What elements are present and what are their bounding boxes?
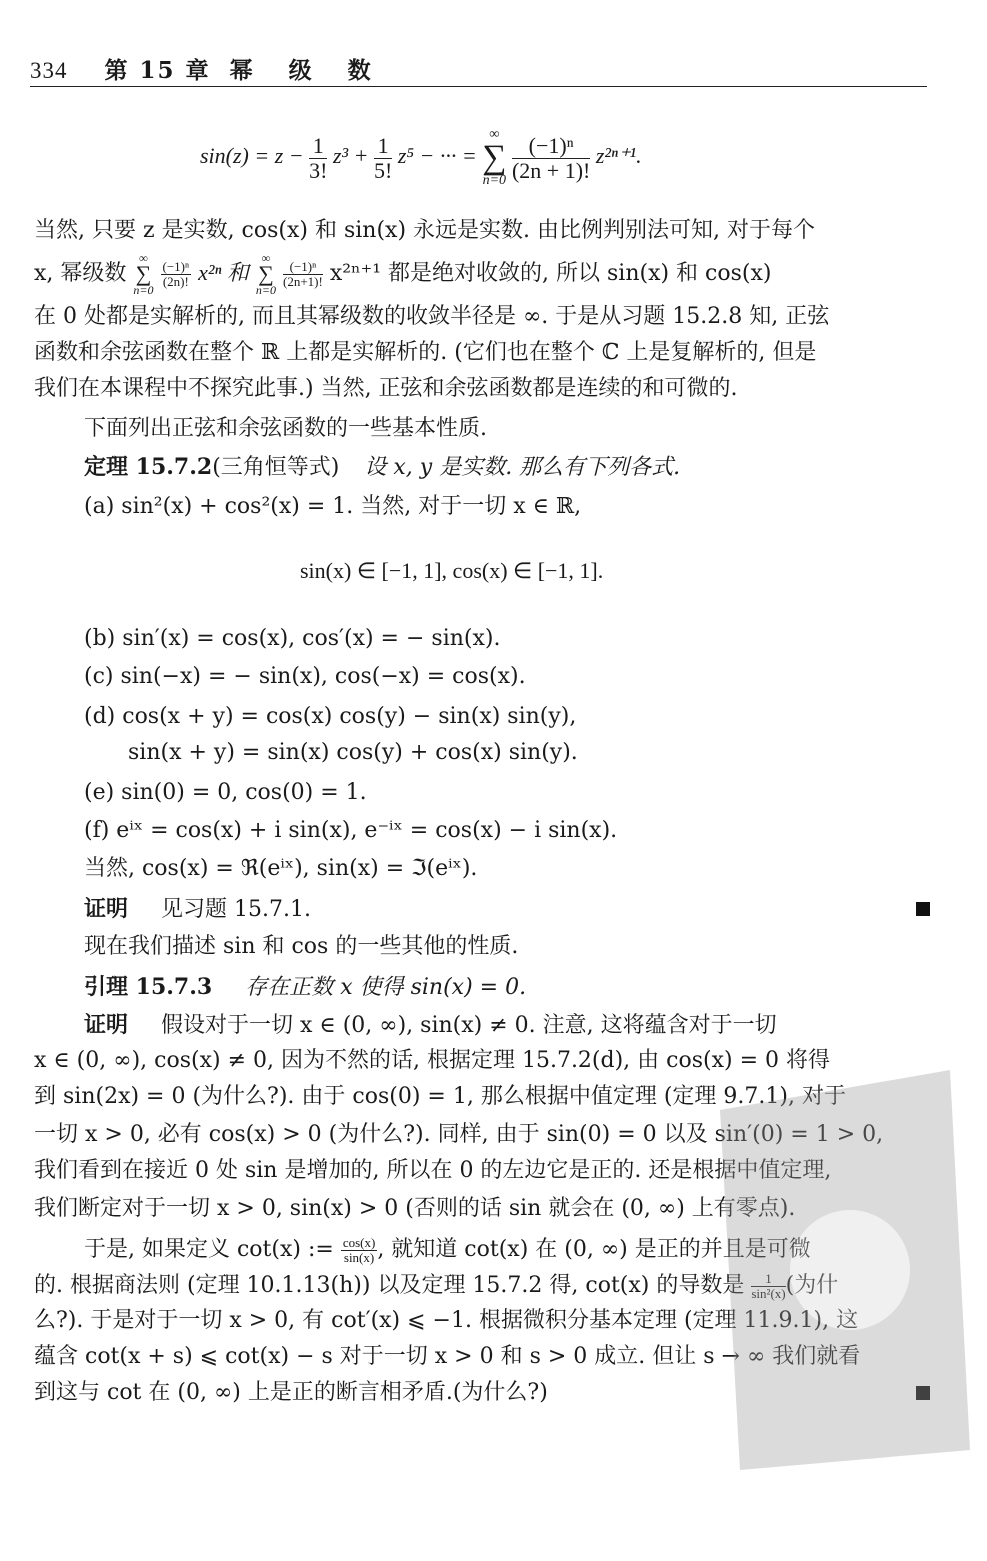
para1-line5: 我们在本课程中不探究此事.) 当然, 正弦和余弦函数都是连续的和可微的. <box>34 376 738 401</box>
sine-series-formula <box>200 128 642 188</box>
page-number: 334 <box>30 58 68 83</box>
proof1-line <box>84 894 929 924</box>
chapter-title: 幂 级 数 <box>229 57 385 84</box>
proof2-line2: x ∈ (0, ∞), cos(x) ≠ 0, 因为不然的话, 根据定理 15.7.2(d), 由 cos(x) = 0 将得 <box>34 1048 830 1073</box>
proof2-line6: 我们断定对于一切 x > 0, sin(x) > 0 (否则的话 sin 就会在 (0, ∞) 上有零点). <box>34 1196 796 1221</box>
para1-line4: 函数和余弦函数在整个 ℝ 上都是实解析的. (它们也在整个 ℂ 上是复解析的, 但是 <box>34 340 817 365</box>
fraction-cos-over-sin: $\frac{\cos(x)}{\sin(x)}$ <box>342 1234 376 1265</box>
proof2-line10: 蕴含 cot(x + s) ⩽ cot(x) − s 对于一切 x > 0 和 s > 0 成立. 但让 s → ∞ 我们就看 <box>34 1344 861 1369</box>
proof2-line9: 么?). 于是对于一切 x > 0, 有 cot′(x) ⩽ −1. 根据微积分基本定理 (定理 11.9.1), 这 <box>34 1308 859 1333</box>
proof2-line3: 到 sin(2x) = 0 (为什么?). 由于 cos(0) = 1, 那么根据中值定理 (定理 9.7.1), 对于 <box>34 1084 846 1109</box>
summation-cos-series: ∞ ∑ n=0 <box>133 251 154 297</box>
fraction-cos-term: $\frac{\text{(−1)ⁿ}}{(2n)!}$ <box>162 258 190 289</box>
theorem-statement: 设 x, y 是实数. 那么有下列各式. <box>364 455 681 480</box>
formula-mid-2: z⁵ − ··· = <box>397 143 477 169</box>
fraction-series-term: $\frac{\text{(−1)ⁿ}}{(2n + 1)!}$ <box>511 133 591 183</box>
page-header <box>30 52 927 87</box>
theorem-item-e: (e) sin(0) = 0, cos(0) = 1. <box>84 780 367 805</box>
proof2-line7: 于是, 如果定义 cot(x) := $\frac{\cos(x)}{\sin(x)}$ , 就知道 cot(x) 在 (0, ∞) 是正的并且是可微 <box>84 1234 811 1265</box>
chapter-label: 第 15 章 <box>104 57 211 84</box>
theorem-heading <box>84 452 929 482</box>
theorem-item-a: (a) sin²(x) + cos²(x) = 1. 当然, 对于一切 x ∈ ℝ, <box>84 494 582 519</box>
proof2-line11: 到这与 cot 在 (0, ∞) 上是正的断言相矛盾.(为什么?) <box>34 1380 548 1405</box>
lemma-label: 引理 15.7.3 <box>84 974 213 1000</box>
para1-line2: x, 幂级数 ∞ ∑ n=0 $\frac{\text{(−1)ⁿ}}{(2n)!}$ x²ⁿ 和 ∞ ∑ n=0 $\frac{\text{(−1)ⁿ}}{(2n+1)!}$ x²ⁿ⁺¹ 都是绝对收敛的, 所以 sin(x) 和 cos(x) <box>34 251 772 297</box>
formula-mid-1: z³ + <box>332 143 369 169</box>
theorem-item-d1: (d) cos(x + y) = cos(x) cos(y) − sin(x) sin(y), <box>84 704 577 729</box>
qed-square-2 <box>916 1386 930 1400</box>
summation-symbol: ∞ ∑ n=0 <box>482 127 507 188</box>
intro-line: 下面列出正弦和余弦函数的一些基本性质. <box>84 416 487 441</box>
proof1-label: 证明 <box>84 896 129 922</box>
fraction-1-over-sin-squared: $\frac{1}{\text{sin²(x)}}$ <box>751 1270 786 1301</box>
qed-square-1 <box>916 902 930 916</box>
theorem-note: 当然, cos(x) = ℜ(eⁱˣ), sin(x) = ℑ(eⁱˣ). <box>84 856 478 881</box>
formula-tail: z²ⁿ⁺¹. <box>595 143 642 169</box>
proof2-line8: 的. 根据商法则 (定理 10.1.13(h)) 以及定理 15.7.2 得, cot(x) 的导数是 $\frac{1}{\text{sin²(x)}}$ (为什 <box>34 1270 839 1301</box>
proof2-line5: 我们看到在接近 0 处 sin 是增加的, 所以在 0 的左边它是正的. 还是根据中值定理, <box>34 1158 832 1183</box>
theorem-item-d2: sin(x + y) = sin(x) cos(y) + cos(x) sin(y). <box>128 740 578 765</box>
proof2-line1 <box>84 1010 929 1040</box>
bridge-line: 现在我们描述 sin 和 cos 的一些其他的性质. <box>84 934 519 959</box>
fraction-1-over-5factorial: $\frac{1}{5!}$ <box>373 133 393 183</box>
para1-line1: 当然, 只要 z 是实数, cos(x) 和 sin(x) 永远是实数. 由比例判别法可知, 对于每个 <box>34 218 816 243</box>
fraction-sin-term: $\frac{\text{(−1)ⁿ}}{(2n+1)!}$ <box>283 258 323 289</box>
lemma-statement: 存在正数 x 使得 sin(x) = 0. <box>245 975 527 1000</box>
theorem-item-f: (f) eⁱˣ = cos(x) + i sin(x), e⁻ⁱˣ = cos(x) − i sin(x). <box>84 818 618 843</box>
lemma-line <box>84 972 929 1002</box>
formula-lhs: sin(z) = z − <box>200 143 304 169</box>
summation-sin-series: ∞ ∑ n=0 <box>255 251 277 297</box>
fraction-1-over-3factorial: $\frac{1}{3!}$ <box>309 133 328 183</box>
theorem-item-a-display: sin(x) ∈ [−1, 1], cos(x) ∈ [−1, 1]. <box>300 558 604 583</box>
theorem-name: (三角恒等式) <box>212 455 340 480</box>
para1-line3: 在 0 处都是实解析的, 而且其幂级数的收敛半径是 ∞. 于是从习题 15.2.8 知, 正弦 <box>34 304 830 329</box>
theorem-item-b: (b) sin′(x) = cos(x), cos′(x) = − sin(x). <box>84 626 501 651</box>
theorem-item-c: (c) sin(−x) = − sin(x), cos(−x) = cos(x). <box>84 664 526 689</box>
theorem-label: 定理 15.7.2 <box>84 454 213 480</box>
proof1-text: 见习题 15.7.1. <box>161 897 311 922</box>
proof2-text-1: 假设对于一切 x ∈ (0, ∞), sin(x) ≠ 0. 注意, 这将蕴含对于一切 <box>161 1013 777 1038</box>
proof2-label: 证明 <box>84 1012 129 1038</box>
proof2-line4: 一切 x > 0, 必有 cos(x) > 0 (为什么?). 同样, 由于 sin(0) = 0 以及 sin′(0) = 1 > 0, <box>34 1122 884 1147</box>
